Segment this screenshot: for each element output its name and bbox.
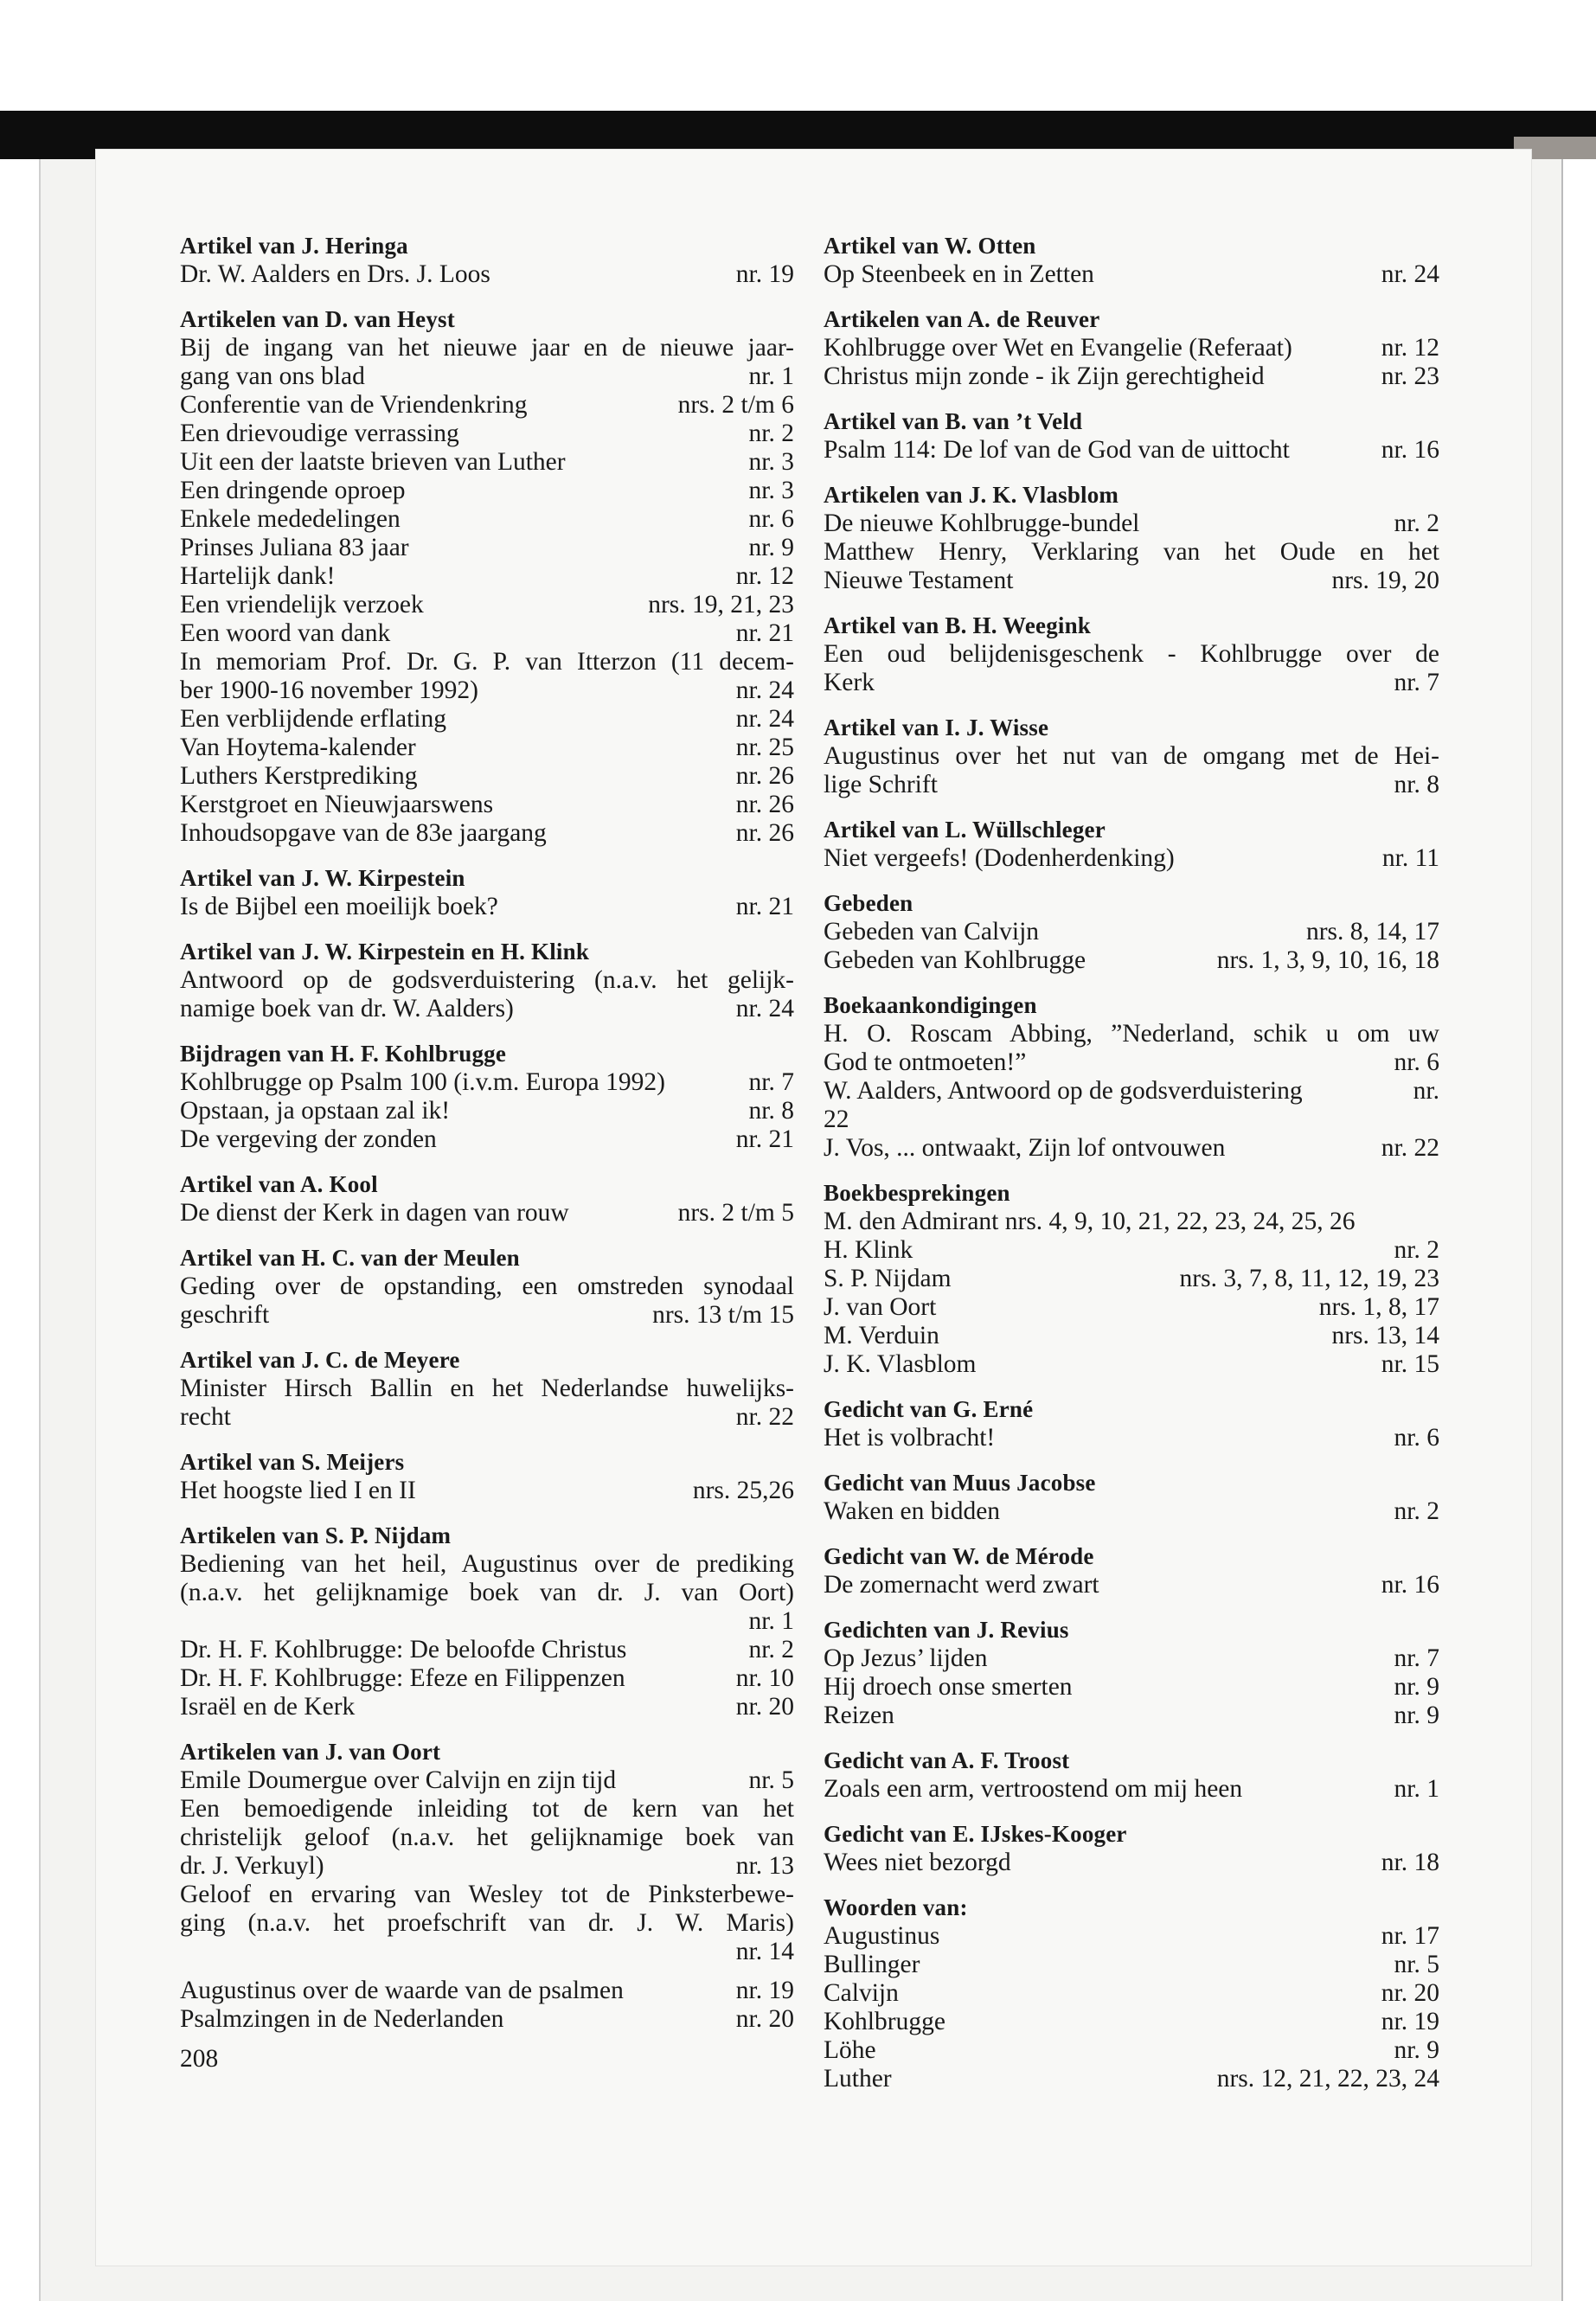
- section-heading: Artikel van B. H. Weegink: [824, 612, 1092, 638]
- entry-title: J. Vos, ... ontwaakt, Zijn lof ontvouwen: [824, 1134, 1226, 1162]
- entry-title: Dr. W. Aalders en Drs. J. Loos: [180, 260, 490, 288]
- index-entry: [180, 477, 794, 505]
- index-entry: [824, 260, 1439, 289]
- issue-number: nr. 6: [1394, 1048, 1439, 1076]
- index-section: [824, 1542, 1439, 1599]
- index-entry: [180, 1301, 794, 1330]
- issue-number: nr. 15: [1381, 1350, 1439, 1378]
- index-entry: [180, 534, 794, 562]
- index-section: [824, 1820, 1439, 1877]
- entry-title: lige Schrift: [824, 771, 938, 798]
- issue-number: nr. 24: [1381, 260, 1439, 288]
- index-entry: [824, 1208, 1439, 1236]
- index-entry: [824, 844, 1439, 873]
- entry-title: De nieuwe Kohlbrugge-bundel: [824, 510, 1140, 537]
- index-entry: [180, 1607, 794, 1636]
- issue-number: nr. 9: [748, 534, 794, 561]
- section-heading: Artikel van I. J. Wisse: [824, 715, 1049, 740]
- entry-title: Van Hoytema-kalender: [180, 734, 416, 761]
- section-heading: Gedicht van G. Erné: [824, 1396, 1034, 1422]
- index-entry: [180, 562, 794, 591]
- issue-number: nr. 24: [735, 995, 794, 1022]
- entry-title: Bullinger: [824, 1951, 920, 1978]
- entry-title: Gebeden van Calvijn: [824, 918, 1040, 945]
- issue-number: nr. 9: [1394, 1702, 1439, 1729]
- entry-title: Een vriendelijk verzoek: [180, 591, 424, 619]
- issue-number: nr. 9: [1394, 2036, 1439, 2064]
- entry-line: Augustinus over het nut van de omgang met de Hei-: [824, 742, 1439, 770]
- entry-title: Conferentie van de Vriendenkring: [180, 391, 528, 419]
- index-section: [180, 305, 794, 848]
- entry-title: Augustinus over de waarde van de psalmen: [180, 1977, 624, 2004]
- entry-title: M. den Admirant nrs. 4, 9, 10, 21, 22, 23, 24, 25, 26: [824, 1208, 1356, 1235]
- section-heading: Artikelen van J. K. Vlasblom: [824, 482, 1119, 508]
- index-entry: [824, 1673, 1439, 1702]
- section-heading: Artikel van H. C. van der Meulen: [180, 1245, 520, 1271]
- entry-title: Gebeden van Kohlbrugge: [824, 946, 1086, 974]
- entry-title: Een verblijdende erflating: [180, 705, 446, 733]
- section-heading: Artikel van S. Meijers: [180, 1449, 405, 1475]
- issue-number: nr. 19: [735, 1977, 794, 2004]
- section-heading: Gedicht van A. F. Troost: [824, 1747, 1070, 1773]
- issue-number: nr. 3: [748, 477, 794, 504]
- index-section: [824, 816, 1439, 873]
- section-heading: Artikel van W. Otten: [824, 233, 1036, 259]
- entry-line: Minister Hirsch Ballin en het Nederlandse huwelijks-: [180, 1375, 794, 1402]
- issue-number: nr. 16: [1381, 436, 1439, 464]
- issue-number: nr. 12: [735, 562, 794, 590]
- entry-title: Löhe: [824, 2036, 876, 2064]
- entry-line: 22: [824, 1106, 849, 1133]
- issue-number: nrs. 1, 8, 17: [1318, 1293, 1439, 1321]
- section-heading: Artikelen van S. P. Nijdam: [180, 1522, 452, 1548]
- index-section: [180, 1522, 794, 1721]
- issue-number: nr. 2: [1394, 1497, 1439, 1525]
- page-number: 208: [180, 2045, 219, 2073]
- index-section: [824, 1894, 1439, 2093]
- index-entry: [180, 591, 794, 619]
- entry-title: Zoals een arm, vertroostend om mij heen: [824, 1775, 1243, 1803]
- index-section: [824, 1616, 1439, 1730]
- index-entry: [180, 762, 794, 791]
- entry-title: Christus mijn zonde - ik Zijn gerechtigheid: [824, 362, 1265, 390]
- index-entry: [180, 893, 794, 921]
- issue-number: nr. 17: [1381, 1922, 1439, 1950]
- index-entry: [824, 436, 1439, 465]
- index-entry: [180, 2005, 794, 2034]
- entry-title: Een dringende oproep: [180, 477, 406, 504]
- issue-number: nr. 1: [748, 1607, 794, 1635]
- index-entry: [824, 1236, 1439, 1265]
- index-entry: [180, 420, 794, 448]
- entry-title: H. Klink: [824, 1236, 913, 1264]
- section-heading: Artikelen van J. van Oort: [180, 1739, 441, 1765]
- index-entry: [824, 946, 1439, 975]
- index-entry: [180, 260, 794, 289]
- entry-title: Wees niet bezorgd: [824, 1849, 1011, 1876]
- section-heading: Gedicht van Muus Jacobse: [824, 1470, 1096, 1496]
- index-section: [824, 714, 1439, 799]
- index-section: [824, 1395, 1439, 1452]
- index-section: [824, 481, 1439, 595]
- entry-line: Een bemoedigende inleiding tot de kern van het: [180, 1795, 794, 1823]
- issue-number: nrs. 2 t/m 6: [677, 391, 794, 419]
- entry-title: Emile Doumergue over Calvijn en zijn tijd: [180, 1766, 617, 1794]
- issue-number: nrs. 13, 14: [1331, 1322, 1439, 1349]
- section-heading: Bijdragen van H. F. Kohlbrugge: [180, 1041, 507, 1067]
- issue-number: nrs. 19, 20: [1331, 567, 1439, 594]
- entry-title: Nieuwe Testament: [824, 567, 1014, 594]
- entry-title: God te ontmoeten!”: [824, 1048, 1027, 1076]
- issue-number: nr. 6: [1394, 1424, 1439, 1452]
- entry-title: Kohlbrugge over Wet en Evangelie (Referaat): [824, 334, 1292, 362]
- issue-number: nr. 2: [748, 1636, 794, 1663]
- section-heading: Boekbesprekingen: [824, 1180, 1010, 1206]
- index-entry: [180, 995, 794, 1023]
- entry-title: Psalm 114: De lof van de God van de uittocht: [824, 436, 1290, 464]
- index-entry: [180, 1125, 794, 1154]
- index-entry: [824, 1571, 1439, 1599]
- index-section: [824, 232, 1439, 289]
- section-heading: Artikel van B. van ’t Veld: [824, 408, 1083, 434]
- section-heading: Artikel van J. W. Kirpestein: [180, 865, 465, 891]
- index-entry: [180, 791, 794, 819]
- index-entry: [824, 1077, 1439, 1106]
- issue-number: nr. 7: [1394, 1644, 1439, 1672]
- index-entry: [180, 1766, 794, 1795]
- section-heading: Boekaankondigingen: [824, 992, 1037, 1018]
- entry-title: J. van Oort: [824, 1293, 937, 1321]
- entry-title: Kohlbrugge op Psalm 100 (i.v.m. Europa 1992): [180, 1068, 665, 1096]
- section-heading: Gedicht van E. IJskes-Kooger: [824, 1821, 1127, 1847]
- index-entry: [180, 705, 794, 734]
- issue-number: nr. 22: [1381, 1134, 1439, 1162]
- issue-number: nr. 2: [1394, 510, 1439, 537]
- issue-number: nr. 2: [748, 420, 794, 447]
- index-entry: [180, 619, 794, 648]
- index-entry: [824, 2065, 1439, 2093]
- section-heading: Gebeden: [824, 890, 913, 916]
- index-section: [824, 612, 1439, 697]
- index-entry: [180, 1403, 794, 1432]
- index-entry: [824, 567, 1439, 595]
- index-section: [824, 1747, 1439, 1804]
- entry-title: W. Aalders, Antwoord op de godsverduistering: [824, 1077, 1303, 1105]
- issue-number: nr. 6: [748, 505, 794, 533]
- section-heading: Artikel van L. Wüllschleger: [824, 817, 1106, 843]
- index-section: [180, 1170, 794, 1227]
- issue-number: nr. 21: [735, 893, 794, 920]
- index-entry: [180, 676, 794, 705]
- index-entry: [824, 1849, 1439, 1877]
- entry-line: Geloof en ervaring van Wesley tot de Pinksterbewe-: [180, 1881, 794, 1908]
- index-entry: [180, 1636, 794, 1664]
- index-entry: [824, 1702, 1439, 1730]
- issue-number: nr. 2: [1394, 1236, 1439, 1264]
- issue-number: nr. 8: [748, 1097, 794, 1125]
- entry-title: Een woord van dank: [180, 619, 391, 647]
- issue-number: nr. 24: [735, 676, 794, 704]
- entry-title: S. P. Nijdam: [824, 1265, 952, 1292]
- issue-number: nrs. 3, 7, 8, 11, 12, 19, 23: [1179, 1265, 1439, 1292]
- issue-number: nr. 23: [1381, 362, 1439, 390]
- index-entry: [180, 1852, 794, 1881]
- issue-number: nr. 10: [735, 1664, 794, 1692]
- issue-number: nr. 12: [1381, 334, 1439, 362]
- issue-number: nrs. 25,26: [692, 1477, 794, 1504]
- index-entry: [824, 1951, 1439, 1979]
- index-entry: [824, 334, 1439, 362]
- entry-line: Een oud belijdenisgeschenk - Kohlbrugge over de: [824, 640, 1439, 668]
- issue-number: nr. 20: [735, 2005, 794, 2033]
- section-heading: Gedicht van W. de Mérode: [824, 1543, 1094, 1569]
- issue-number: nr. 11: [1381, 844, 1439, 872]
- entry-line: (n.a.v. het gelijknamige boek van dr. J. van Oort): [180, 1579, 794, 1606]
- index-section: [180, 232, 794, 289]
- entry-title: namige boek van dr. W. Aalders): [180, 995, 514, 1022]
- entry-line: Antwoord op de godsverduistering (n.a.v. het gelijk-: [180, 966, 794, 994]
- issue-number: nr. 19: [1381, 2008, 1439, 2035]
- entry-title: Kerk: [824, 669, 875, 696]
- index-entry: [824, 2008, 1439, 2036]
- entry-title: Reizen: [824, 1702, 894, 1729]
- index-entry: [824, 1644, 1439, 1673]
- index-entry: [824, 1048, 1439, 1077]
- issue-number: nr. 25: [735, 734, 794, 761]
- index-section: [180, 1346, 794, 1432]
- index-entry: [824, 1322, 1439, 1350]
- index-entry: [824, 1497, 1439, 1526]
- entry-title: M. Verduin: [824, 1322, 939, 1349]
- index-entry: [180, 362, 794, 391]
- section-heading: Woorden van:: [824, 1894, 968, 1920]
- entry-title: Een drievoudige verrassing: [180, 420, 459, 447]
- index-section: [180, 1244, 794, 1330]
- issue-number: nrs. 19, 21, 23: [648, 591, 794, 619]
- right-column: [824, 232, 1439, 2110]
- entry-title: De zomernacht werd zwart: [824, 1571, 1099, 1599]
- issue-number: nr. 8: [1394, 771, 1439, 798]
- entry-title: dr. J. Verkuyl): [180, 1852, 324, 1880]
- entry-title: Kohlbrugge: [824, 2008, 945, 2035]
- entry-title: Prinses Juliana 83 jaar: [180, 534, 409, 561]
- index-entry: [824, 669, 1439, 697]
- issue-number: nr. 1: [748, 362, 794, 390]
- issue-number: nr.: [1413, 1077, 1439, 1105]
- issue-number: nrs. 12, 21, 22, 23, 24: [1216, 2065, 1439, 2093]
- entry-title: Op Jezus’ lijden: [824, 1644, 988, 1672]
- issue-number: nr. 20: [735, 1693, 794, 1721]
- index-entry: [824, 2036, 1439, 2065]
- issue-number: nr. 5: [1394, 1951, 1439, 1978]
- index-section: [824, 991, 1439, 1163]
- index-section: [824, 889, 1439, 975]
- index-entry: [180, 391, 794, 420]
- entry-line: christelijk geloof (n.a.v. het gelijknamige boek van: [180, 1823, 794, 1851]
- issue-number: nr. 7: [1394, 669, 1439, 696]
- entry-title: Uit een der laatste brieven van Luther: [180, 448, 566, 476]
- issue-number: nr. 18: [1381, 1849, 1439, 1876]
- entry-title: recht: [180, 1403, 231, 1431]
- index-entry: [824, 1424, 1439, 1452]
- index-section: [180, 1738, 794, 2034]
- index-section: [180, 938, 794, 1023]
- index-entry: [180, 1938, 794, 1966]
- issue-number: nr. 21: [735, 619, 794, 647]
- issue-number: nr. 24: [735, 705, 794, 733]
- issue-number: nr. 13: [735, 1852, 794, 1880]
- issue-number: nr. 7: [748, 1068, 794, 1096]
- index-section: [824, 1179, 1439, 1379]
- section-heading: Artikelen van D. van Heyst: [180, 306, 455, 332]
- entry-title: gang van ons blad: [180, 362, 365, 390]
- section-heading: Artikelen van A. de Reuver: [824, 306, 1100, 332]
- issue-number: nrs. 8, 14, 17: [1305, 918, 1439, 945]
- index-entry: [180, 505, 794, 534]
- entry-title: geschrift: [180, 1301, 270, 1329]
- entry-title: Psalmzingen in de Nederlanden: [180, 2005, 504, 2033]
- index-entry: [180, 448, 794, 477]
- index-entry: [180, 1068, 794, 1097]
- entry-title: De dienst der Kerk in dagen van rouw: [180, 1199, 569, 1227]
- index-entry: [180, 1097, 794, 1125]
- entry-title: Op Steenbeek en in Zetten: [824, 260, 1094, 288]
- index-entry: [824, 1293, 1439, 1322]
- entry-title: Niet vergeefs! (Dodenherdenking): [824, 844, 1175, 872]
- issue-number: nr. 19: [735, 260, 794, 288]
- index-section: [180, 1448, 794, 1505]
- index-entry: [824, 1775, 1439, 1804]
- section-heading: Artikel van J. C. de Meyere: [180, 1347, 460, 1373]
- index-entry: [180, 734, 794, 762]
- entry-title: Augustinus: [824, 1922, 940, 1950]
- entry-title: Enkele mededelingen: [180, 505, 401, 533]
- entry-line: ging (n.a.v. het proefschrift van dr. J. W. Maris): [180, 1909, 794, 1937]
- entry-title: Kerstgroet en Nieuwjaarswens: [180, 791, 494, 818]
- entry-title: Calvijn: [824, 1979, 899, 2007]
- section-heading: Artikel van A. Kool: [180, 1171, 378, 1197]
- entry-title: Is de Bijbel een moeilijk boek?: [180, 893, 498, 920]
- index-entry: [180, 1199, 794, 1227]
- issue-number: nr. 20: [1381, 1979, 1439, 2007]
- index-entry: [824, 1265, 1439, 1293]
- index-entry: [824, 510, 1439, 538]
- index-entry: [824, 1350, 1439, 1379]
- entry-title: Het is volbracht!: [824, 1424, 996, 1452]
- issue-number: nrs. 13 t/m 15: [652, 1301, 794, 1329]
- index-section: [180, 1040, 794, 1154]
- index-section: [824, 407, 1439, 465]
- entry-title: Luther: [824, 2065, 892, 2093]
- index-section: [180, 864, 794, 921]
- issue-number: nr. 5: [748, 1766, 794, 1794]
- entry-title: ber 1900-16 november 1992): [180, 676, 478, 704]
- issue-number: nr. 26: [735, 791, 794, 818]
- index-entry: [824, 1922, 1439, 1951]
- entry-title: Inhoudsopgave van de 83e jaargang: [180, 819, 547, 847]
- entry-title: Dr. H. F. Kohlbrugge: Efeze en Filippenzen: [180, 1664, 625, 1692]
- index-section: [824, 1469, 1439, 1526]
- issue-number: nr. 22: [735, 1403, 794, 1431]
- entry-line: Geding over de opstanding, een omstreden synodaal: [180, 1272, 794, 1300]
- left-column: [180, 232, 794, 2050]
- index-entry: [180, 819, 794, 848]
- issue-number: nrs. 1, 3, 9, 10, 16, 18: [1216, 946, 1439, 974]
- index-entry: [180, 1693, 794, 1721]
- issue-number: nr. 1: [1394, 1775, 1439, 1803]
- index-entry: [824, 918, 1439, 946]
- issue-number: nr. 3: [748, 448, 794, 476]
- index-entry: [824, 1134, 1439, 1163]
- entry-title: Israël en de Kerk: [180, 1693, 356, 1721]
- index-entry: [180, 1477, 794, 1505]
- entry-title: De vergeving der zonden: [180, 1125, 437, 1153]
- section-heading: Artikel van J. W. Kirpestein en H. Klink: [180, 939, 590, 965]
- entry-line: In memoriam Prof. Dr. G. P. van Itterzon (11 decem-: [180, 648, 794, 676]
- index-entry: [824, 1979, 1439, 2008]
- issue-number: nr. 21: [735, 1125, 794, 1153]
- issue-number: nr. 14: [735, 1938, 794, 1965]
- issue-number: nrs. 2 t/m 5: [677, 1199, 794, 1227]
- section-heading: Artikel van J. Heringa: [180, 233, 408, 259]
- index-entry: [824, 362, 1439, 391]
- issue-number: nr. 9: [1394, 1673, 1439, 1701]
- entry-line: Bij de ingang van het nieuwe jaar en de nieuwe jaar-: [180, 334, 794, 362]
- entry-title: Het hoogste lied I en II: [180, 1477, 416, 1504]
- index-section: [824, 305, 1439, 391]
- entry-line: Matthew Henry, Verklaring van het Oude en het: [824, 538, 1439, 566]
- entry-title: Opstaan, ja opstaan zal ik!: [180, 1097, 451, 1125]
- issue-number: nr. 26: [735, 762, 794, 790]
- entry-line: H. O. Roscam Abbing, ”Nederland, schik u om uw: [824, 1020, 1439, 1048]
- entry-title: Waken en bidden: [824, 1497, 1001, 1525]
- entry-title: J. K. Vlasblom: [824, 1350, 977, 1378]
- entry-title: Hij droech onse smerten: [824, 1673, 1073, 1701]
- index-entry: [180, 1977, 794, 2005]
- index-entry: [824, 771, 1439, 799]
- issue-number: nr. 16: [1381, 1571, 1439, 1599]
- issue-number: nr. 26: [735, 819, 794, 847]
- entry-line: Bediening van het heil, Augustinus over de prediking: [180, 1550, 794, 1578]
- index-entry: [180, 1664, 794, 1693]
- section-heading: Gedichten van J. Revius: [824, 1617, 1069, 1643]
- spacer: [180, 1966, 794, 1977]
- entry-title: Dr. H. F. Kohlbrugge: De beloofde Christus: [180, 1636, 627, 1663]
- entry-title: Luthers Kerstprediking: [180, 762, 418, 790]
- entry-title: Hartelijk dank!: [180, 562, 336, 590]
